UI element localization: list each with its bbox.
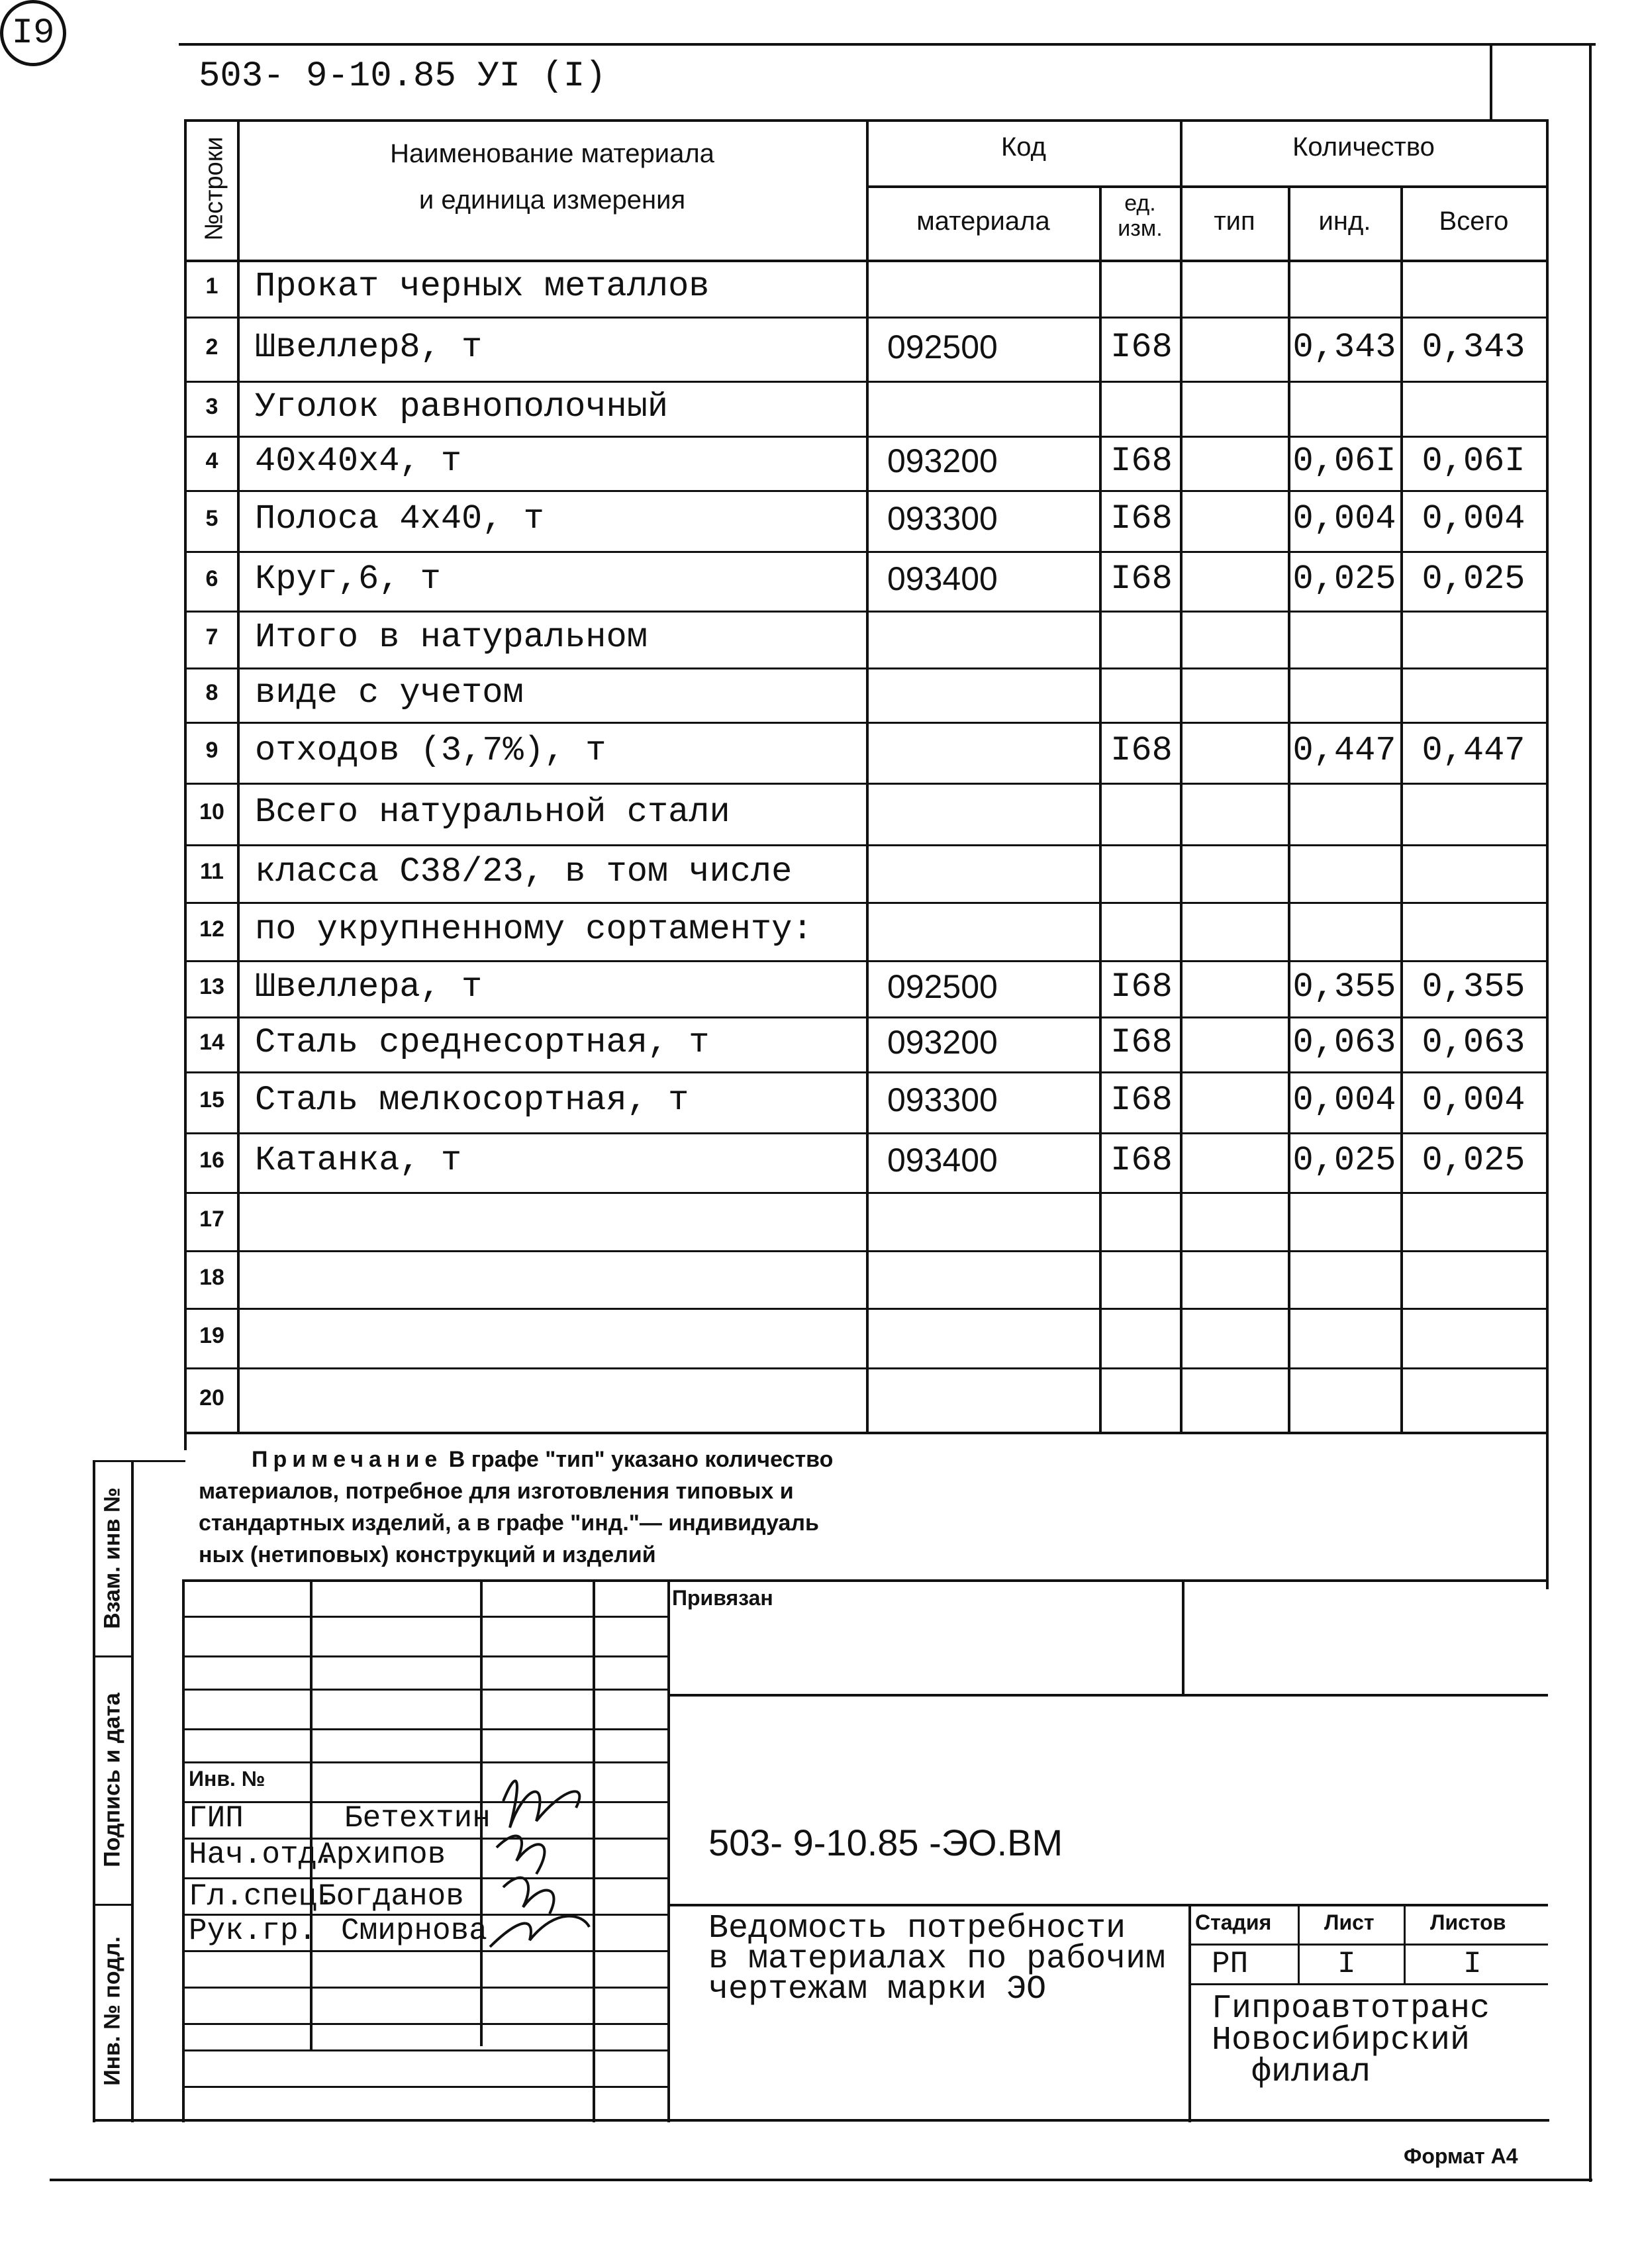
unit-code: I68 [1110, 1141, 1173, 1180]
note-text-3: стандартных изделий, а в графе "инд."— индивидуаль [199, 1510, 819, 1536]
material-code: 092500 [887, 967, 998, 1005]
material-name: 40х40х4, т [255, 442, 462, 481]
material-name: виде с учетом [255, 673, 524, 713]
qty-ind: 0,004 [1292, 499, 1396, 538]
row-number: 2 [205, 334, 218, 360]
material-code: 093200 [887, 442, 998, 479]
row-number: 4 [205, 448, 218, 473]
frame-top [179, 43, 1596, 46]
role-nach-otd: Нач.отд. [189, 1838, 335, 1872]
material-code: 093200 [887, 1023, 998, 1061]
material-name: Полоса 4х40, т [255, 499, 544, 538]
row-number: 19 [199, 1323, 224, 1348]
stage-label: Стадия [1195, 1910, 1272, 1934]
stage-value: РП [1212, 1947, 1249, 1981]
sheets-value: I [1463, 1947, 1482, 1981]
material-name: Сталь среднесортная, т [255, 1022, 710, 1062]
role-gl-spec: Гл.спец. [189, 1879, 335, 1914]
row-number: 17 [199, 1207, 224, 1232]
qty-total: 0,025 [1422, 1141, 1525, 1180]
row-number: 7 [205, 624, 218, 650]
qty-total: 0,004 [1422, 1081, 1525, 1120]
unit-code: I68 [1110, 1022, 1173, 1062]
row-number: 13 [199, 973, 224, 999]
qty-ind-header: инд. [1318, 207, 1371, 236]
row-number: 20 [199, 1385, 224, 1410]
row-number: 6 [205, 566, 218, 591]
material-name: класса С38/23, в том числе [255, 852, 793, 891]
code-header: Код [1000, 132, 1046, 162]
signatures-drawing [477, 1748, 622, 1953]
material-name: Итого в натуральном [255, 618, 648, 657]
unit-code: I68 [1110, 560, 1173, 599]
badge-divider [1490, 43, 1492, 119]
unit-code: I68 [1110, 442, 1173, 481]
qty-ind: 0,06I [1292, 442, 1396, 481]
qty-total: 0,447 [1422, 731, 1525, 770]
unit-code: I68 [1110, 1081, 1173, 1120]
frame-bottom [50, 2179, 1592, 2181]
unit-code: I68 [1110, 327, 1173, 367]
organization: Гипроавтотранс Новосибирский филиал [1212, 1990, 1490, 2091]
row-number-header: №строки [200, 136, 228, 241]
code-material-header: материала [916, 207, 1050, 236]
side-label-podpis: Подпись и дата [99, 1693, 125, 1867]
name-gl-spec: Богданов [318, 1879, 464, 1914]
material-name: Всего натуральной стали [255, 792, 730, 832]
row-number: 16 [199, 1148, 224, 1173]
qty-total-header: Всего [1439, 207, 1509, 236]
sheets-label: Листов [1430, 1910, 1506, 1934]
note-block [199, 1444, 1457, 1571]
sheet-value: I [1337, 1947, 1356, 1981]
role-ruk-gr: Рук.гр. [189, 1914, 317, 1948]
row-number: 10 [199, 799, 224, 824]
qty-total: 0,355 [1422, 967, 1525, 1007]
material-code: 093300 [887, 1081, 998, 1118]
qty-total: 0,004 [1422, 499, 1525, 538]
note-label: Примечание [252, 1447, 443, 1472]
qty-total: 0,063 [1422, 1022, 1525, 1062]
name-header-line1: Наименование материала [390, 139, 714, 168]
sheet-number-badge: I9 [0, 0, 66, 66]
qty-type-header: тип [1214, 207, 1255, 236]
role-gip: ГИП [189, 1801, 244, 1836]
material-name: Швеллер8, т [255, 327, 483, 367]
qty-total: 0,025 [1422, 560, 1525, 599]
material-name: Сталь мелкосортная, т [255, 1081, 689, 1120]
unit-code: I68 [1110, 967, 1173, 1007]
row-number: 15 [199, 1087, 224, 1112]
format-label: Формат А4 [1404, 2144, 1518, 2168]
qty-total: 0,06I [1422, 442, 1525, 481]
unit-code: I68 [1110, 499, 1173, 538]
qty-ind: 0,355 [1292, 967, 1396, 1007]
quantity-header: Количество [1292, 132, 1435, 162]
material-name: по укрупненному сортаменту: [255, 910, 813, 949]
qty-ind: 0,063 [1292, 1022, 1396, 1062]
row-number: 5 [205, 506, 218, 531]
row-number: 11 [200, 858, 224, 884]
row-number: 1 [205, 273, 218, 299]
material-name: отходов (3,7%), т [255, 731, 606, 770]
material-name: Катанка, т [255, 1141, 462, 1180]
qty-ind: 0,343 [1292, 327, 1396, 367]
name-ruk-gr: Смирнова [341, 1914, 487, 1948]
sheet-label: Лист [1324, 1910, 1375, 1934]
material-name: Швеллера, т [255, 967, 483, 1007]
note-text-2: материалов, потребное для изготовления типовых и [199, 1479, 794, 1504]
document-code: 503- 9-10.85 УI (I) [199, 56, 606, 97]
qty-ind: 0,004 [1292, 1081, 1396, 1120]
qty-ind: 0,025 [1292, 560, 1396, 599]
frame-right [1589, 43, 1592, 2182]
side-label-vzam: Взам. инв № [99, 1487, 125, 1629]
row-number: 12 [199, 916, 224, 942]
row-number: 9 [205, 738, 218, 763]
material-code: 093300 [887, 500, 998, 537]
side-label-inv-podl: Инв. № подл. [99, 1936, 125, 2086]
note-text-1: В графе "тип" указано количество [442, 1447, 834, 1472]
qty-total: 0,343 [1422, 327, 1525, 367]
name-gip: Бетехтин [344, 1801, 491, 1836]
unit-code: I68 [1110, 731, 1173, 770]
qty-ind: 0,025 [1292, 1141, 1396, 1180]
inv-no-label: Инв. № [189, 1767, 266, 1791]
name-header-line2: и единица измерения [418, 185, 686, 215]
code-unit-header: ед. изм. [1118, 191, 1163, 241]
qty-ind: 0,447 [1292, 731, 1396, 770]
sheet-title: Ведомость потребности в материалах по рабочим чертежам марки ЭО [708, 1910, 1166, 2008]
designation: 503- 9-10.85 -ЭО.ВМ [708, 1822, 1063, 1863]
note-text-4: ных (нетиповых) конструкций и изделий [199, 1542, 656, 1567]
row-number: 8 [205, 680, 218, 705]
row-number: 3 [205, 393, 218, 419]
material-name: Уголок равнополочный [255, 387, 669, 426]
privyazan-label: Привязан [672, 1586, 773, 1610]
row-number: 18 [199, 1264, 224, 1290]
name-nach-otd: Архипов [318, 1838, 446, 1872]
material-name: Круг,6, т [255, 560, 441, 599]
material-code: 093400 [887, 560, 998, 597]
row-number: 14 [199, 1029, 224, 1055]
material-name: Прокат черных металлов [255, 267, 710, 306]
material-code: 093400 [887, 1142, 998, 1179]
material-code: 092500 [887, 328, 998, 366]
